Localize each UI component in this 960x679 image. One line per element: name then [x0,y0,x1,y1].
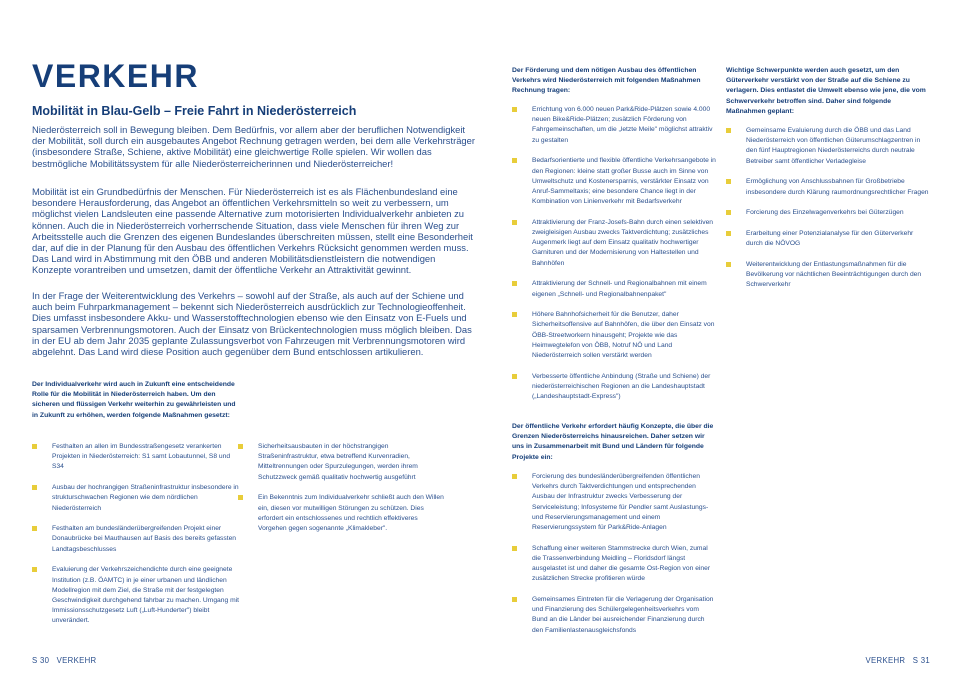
list-item-text: Attraktivierung der Schnell- und Regionalbahnen mit einem eigenen „Schnell- und Regionalbahnenpaket" [532,280,707,298]
cross-border-lead: Der öffentliche Verkehr erfordert häufig Konzepte, die über die Grenzen Niederösterreichs hinausreichen. Daher setzen wir uns in Zusammenarbeit mit Bund und Ländern für folgende Projekte ein: [512,423,714,461]
square-bullet-icon [32,485,37,490]
list-item [726,126,930,167]
square-bullet-icon [32,444,37,449]
square-bullet-icon [238,495,243,500]
square-bullet-icon [512,597,517,602]
square-bullet-icon [32,567,37,572]
intro-text-2: Mobilität ist ein Grundbedürfnis der Menschen. Für Niederösterreich ist es als Flächenbundesland eine besondere Herausforderung, das Angebot an öffentlichen Verkehrsmitteln so weit zu verbessern, um möglichst vielen Landsleuten eine passende Alternative zum motorisierten Individualverkehr anbieten zu können. Auch die in Niederösterreich vorherrschende Situation, dass viele Menschen für ihren Weg zur Arbeitsstelle auch die Grenzen des eigenen Bundeslandes überschreiten müssen, stellt eine Besonderheit dar, auf die in der Planung für den Ausbau des öffentlichen Verkehrs Rücksicht genommen werden muss. Das Land wird in Abstimmung mit den ÖBB und anderen Mobilitätsdienstleistern die notwendigen Konzepte vorantreiben und umsetzen, damit der öffentliche Verkehr an Attraktivität gewinnt. [32,186,473,276]
list-item [512,156,716,207]
list-item-text: Attraktivierung der Franz-Josefs-Bahn durch einen selektiven zweigleisigen Ausbau zwecks Taktverdichtung; zusätzliches Augenmerk liegt auf dem Einsatz qualitativ hochwertiger Garnituren und der Modernisierung von Haltestellen und Bahnhöfen [532,218,714,267]
list-item-text: Ermöglichung von Anschlussbahnen für Großbetriebe insbesondere durch Klärung raumordnungsrechtlicher Fragen [746,178,929,196]
square-bullet-icon [512,474,517,479]
list-item-text: Forcierung des bundesländerübergreifenden öffentlichen Verkehrs durch Taktverdichtungen und entsprechenden Ausbau der Infrastruktur zwecks Verbesserung der Serviceleistung; Infosysteme für Pendler samt Auslastungs- und Reservierungsmanagement und einem Reservierungssystem für Park&Ride-Anlagen [532,473,709,532]
list-item-text: Ausbau der hochrangigen Straßeninfrastruktur insbesondere in strukturschwachen Regionen wie dem nördlichen Niederösterreich [52,484,239,512]
list-item-text: Sicherheitsausbauten in der höchstrangigen Straßeninfrastruktur, etwa betreffend Kurvenradien, Mitteltrennungen oder Spurzulegungen, werden ihrem Schutzzweck gemäß qualitativ hochwertig ausgeführt [258,443,418,481]
square-bullet-icon [512,374,517,379]
intro-text-1: Niederösterreich soll in Bewegung bleiben. Dem Bedürfnis, vor allem aber der beruflichen Notwendigkeit der Mobilität, soll durch ein ausgebautes Angebot Rechnung getragen werden, bei dem alle Verkehrsträger (insbesondere Straße, Schiene, aktive Mobilität) eine gleichwertige Rolle spielen. Wir wollen das bestmögliche Mobilitätssystem für alle Niederösterreicherinnen und Niederösterreicher! [32,124,475,169]
intro-text-3: In der Frage der Weiterentwicklung des Verkehrs – sowohl auf der Straße, als auch auf der Schiene und auch beim Fuhrparkmanagement – bekennt sich Niederösterreich ausdrücklich zur Technologieoffenheit. Dies umfasst insbesondere Akku- und Wasserstofftechnologien ebenso wie den Einsatz von E-Fuels und sparsamen Verbrennungsmotoren. Auch der Einsatz von Brückentechnologien muss möglich bleiben. Das in der EU ab dem Jahr 2035 geplante Zulassungsverbot von Fahrzeugen mit Verbrennungsmotoren wird abgelehnt. Das Land wird diese Position auch gegenüber dem Bund entschlossen artikulieren. [32,290,472,358]
list-item-text: Evaluierung der Verkehrszeichendichte durch eine geeignete Institution (z.B. ÖAMTC) in je einer urbanen und ländlichen Modellregion mit dem Ziel, die Straße mit der festgelegten Geschwindigkeit durchgehend fahrbar zu machen. Umgang mit Immissionsschutzgesetz Luft („Luft-Hunderter") bleibt unverändert. [52,566,239,625]
footer-left [32,656,96,665]
square-bullet-icon [726,210,731,215]
list-item-text: Höhere Bahnhofsicherheit für die Benutzer, daher Sicherheitsoffensive auf Bahnhöfen, die über den Einsatz von ÖBB-Streetworkern hinausgeht; Projekte wie das Heimwegtelefon von ÖBB, Notruf NÖ und Land Niederösterreich sollen verstärkt werden [532,311,715,360]
individual-traffic-lead: Der Individualverkehr wird auch in Zukunft eine entscheidende Rolle für die Mobilität in Niederösterreich haben. Um den sicheren und flüssigen Verkehr weiterhin zu gewährleisten und in Zukunft zu erhöhen, werden folgende Maßnahmen gesetzt: [32,381,236,419]
square-bullet-icon [512,546,517,551]
page-number: S 31 [912,656,930,665]
public-transport-list [512,105,716,413]
page-title: VERKEHR [32,58,199,94]
square-bullet-icon [512,312,517,317]
list-item [512,105,716,146]
list-item [238,493,448,534]
list-item [32,483,240,514]
list-item [726,260,930,291]
square-bullet-icon [512,107,517,112]
list-item [238,442,448,483]
footer-section-label: VERKEHR [865,656,906,665]
cross-border-list [512,472,716,646]
square-bullet-icon [512,281,517,286]
list-item [512,310,716,361]
list-item-text: Errichtung von 6.000 neuen Park&Ride-Plätzen sowie 4.000 neuen Bike&Ride-Plätzen; zusätzlich Förderung von Fahrgemeinschaften, um die „letzte Meile" möglichst attraktiv zu gestalten [532,106,713,144]
page-number: S 30 [32,656,50,665]
list-item-text: Gemeinsames Eintreten für die Verlagerung der Organisation und Finanzierung des Schülergelegenheitsverkehrs vom Bund an die Länder bei ausreichender Finanzierung durch den Familienlastenausgleichsfonds [532,596,714,634]
list-item-text: Festhalten an allen im Bundesstraßengesetz verankerten Projekten in Niederösterreich: S1 samt Lobautunnel, S8 und S34 [52,443,231,471]
square-bullet-icon [32,526,37,531]
page-subtitle: Mobilität in Blau-Gelb – Freie Fahrt in Niederösterreich [32,104,357,118]
list-item-text: Erarbeitung einer Potenzialanalyse für den Güterverkehr durch die NÖVOG [746,229,914,248]
freight-list [726,126,930,301]
list-item-text: Verbesserte öffentliche Anbindung (Straße und Schiene) der niederösterreichischen Regionen an die Landeshauptstadt („Landeshauptstadt-Express") [532,372,711,401]
list-item [32,565,240,626]
list-item-text: Ein Bekenntnis zum Individualverkehr schließt auch den Willen ein, diesen vor mutwilligen Störungen zu schützen. Dies erfordert ein entschlossenes und rechtlich effektiveres Vorgehen gegen sogenannte „Klimakleber". [258,494,444,532]
list-item [726,229,930,249]
square-bullet-icon [238,444,243,449]
list-item-text: Festhalten am bundesländerübergreifenden Projekt einer Donaubrücke bei Mauthausen auf Basis des bereits gefassten Landtagsbeschlusses [52,525,237,553]
list-item-text: Forcierung des Einzelwagenverkehrs bei Güterzügen [746,209,904,217]
footer-right [866,656,930,665]
square-bullet-icon [512,220,517,225]
intro-paragraph-3 [32,290,476,357]
list-item [32,524,240,555]
list-item [512,218,716,269]
list-item [512,279,716,299]
list-item-text: Weiterentwicklung der Entlastungsmaßnahmen für die Bevölkerung vor nächtlichen Beeinträchtigungen durch den Schwerverkehr [746,260,922,289]
list-item [32,442,240,473]
list-item [726,177,930,197]
list-item-text: Gemeinsame Evaluierung durch die ÖBB und das Land Niederösterreich von öffentlichen Güterumschlagzentren in den fünf Hauptregionen Niederösterreichs durch neutrale Betreiber samt öffentlicher Verladegleise [746,127,921,165]
intro-paragraph-2 [32,186,476,276]
list-item [512,372,716,403]
list-item [726,208,930,218]
square-bullet-icon [726,231,731,236]
freight-lead: Wichtige Schwerpunkte werden auch gesetzt, um den Güterverkehr verstärkt von der Straße auf die Schiene zu verlagern. Dies entlastet die Umwelt ebenso wie jene, die vom Schwerverkehr betroffen sind. Daher sind folgende Maßnahmen geplant: [726,67,926,115]
square-bullet-icon [726,128,731,133]
list-item [512,544,716,585]
list-item-text: Schaffung einer weiteren Stammstrecke durch Wien, zumal die Trassenverbindung Meidling – Floridsdorf längst ausgelastet ist und daher die gesamte Ost-Region von einer zusätzlichen Strecke profitieren würde [532,544,711,583]
square-bullet-icon [726,179,731,184]
square-bullet-icon [512,158,517,163]
list-item [512,472,716,533]
intro-paragraph-1 [32,124,476,169]
public-transport-lead: Der Förderung und dem nötigen Ausbau des öffentlichen Verkehrs wird Niederösterreich mit folgenden Maßnahmen Rechnung tragen: [512,67,701,95]
square-bullet-icon [726,262,731,267]
individual-traffic-list-a [32,442,240,637]
list-item-text: Bedarfsorientierte und flexible öffentliche Verkehrsangebote in den Regionen: kleine statt großer Busse auch im Sinne von Umweltschutz und Kostenersparnis, verstärkter Einsatz von Anruf-Sammeltaxis; eine besondere Chance liegt in der Kombination von Linienverkehr mit Bedarfsverkehr [532,157,716,206]
individual-traffic-list-b [238,442,448,545]
footer-section-label: VERKEHR [56,656,97,665]
list-item [512,595,716,636]
